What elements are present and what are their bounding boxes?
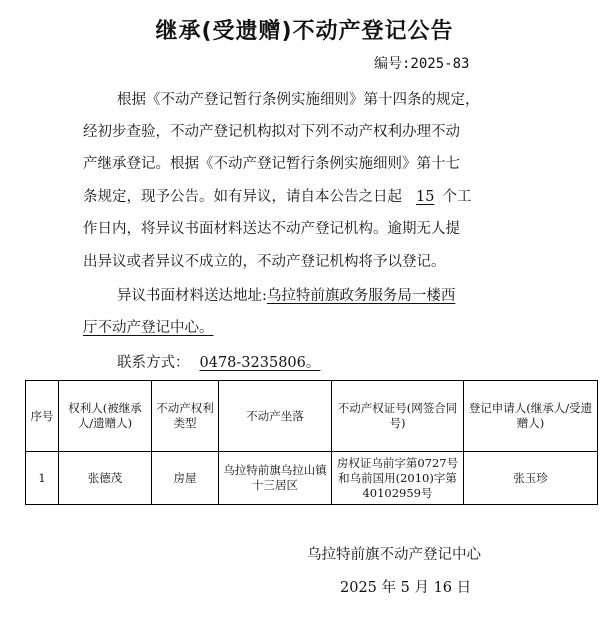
address-line-2: [83, 318, 214, 338]
issue-date: 2025 年 5 月 16 日: [340, 580, 472, 596]
table-header-row: [26, 381, 598, 452]
cell-right-holder: 张德茂: [59, 452, 152, 505]
body-line-4-text: 条规定，现予公告。如有异议，请自本公告之日起: [83, 189, 402, 205]
cell-seq: 1: [26, 452, 59, 505]
body-line-6: 出异议或者异议不成立的，不动产登记机构将予以登记。: [83, 254, 446, 270]
notice-title: 继承(受遗赠)不动产登记公告: [155, 19, 454, 44]
cell-applicant: 张玉珍: [464, 452, 598, 505]
period-days: 15: [416, 189, 435, 205]
cell-right-type: 房屋: [152, 452, 219, 505]
body-line-1: 根据《不动产登记暂行条例实施细则》第十四条的规定，: [117, 92, 480, 108]
body-line-5: 作日内，将异议书面材料送达不动产登记机构。逾期无人提: [83, 221, 460, 237]
col-header-applicant: 登记申请人(继承人/受遗赠人): [464, 381, 598, 452]
address-value: 乌拉特前旗政务服务局一楼西: [266, 288, 456, 304]
cell-location: 乌拉特前旗乌拉山镇十三居区: [219, 452, 332, 505]
address-label: 异议书面材料送达地址:: [117, 288, 267, 304]
period-suffix: 个工: [442, 189, 472, 205]
col-header-location: 不动产坐落: [219, 381, 332, 452]
col-header-right-type: 不动产权利类型: [152, 381, 219, 452]
issuing-organization: 乌拉特前旗不动产登记中心: [307, 547, 481, 563]
registration-table: [25, 380, 598, 505]
col-header-right-holder: 权利人(被继承人/遗赠人): [59, 381, 152, 452]
address-line-1: [117, 286, 455, 306]
contact-label: 联系方式：: [117, 355, 190, 371]
col-header-seq: 序号: [26, 381, 59, 452]
contact-phone: 0478-3235806。: [199, 355, 321, 371]
document-number: 编号:2025-83: [374, 56, 470, 72]
table-row: [26, 452, 598, 505]
address-value-continued: 厅不动产登记中心。: [83, 320, 214, 336]
cell-cert-no: 房权证乌前字第0727号和乌前国用(2010)字第40102959号: [332, 452, 464, 505]
body-line-3: 产继承登记。根据《不动产登记暂行条例实施细则》第十七: [83, 156, 460, 172]
body-line-2: 经初步查验，不动产登记机构拟对下列不动产权利办理不动: [83, 124, 460, 140]
body-line-4: [83, 187, 471, 207]
col-header-cert-no: 不动产权证号(网签合同号): [332, 381, 464, 452]
contact-line: [117, 353, 320, 373]
